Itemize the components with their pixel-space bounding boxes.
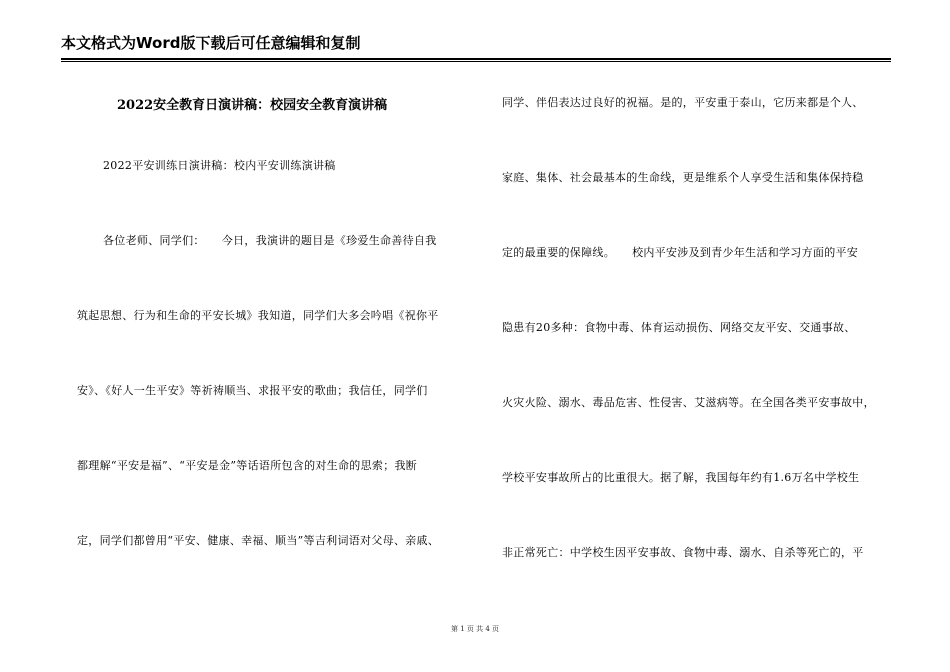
document-title: 2022安全教育日演讲稿：校园安全教育演讲稿 xyxy=(117,98,388,113)
header-rule-thin xyxy=(61,61,891,62)
right-line-6: 学校平安事故所占的比重很大。据了解，我国每年约有1.6万名中学校生 xyxy=(502,471,860,484)
left-line-4: 安》、《好人一生平安》等祈祷顺当、求报平安的歌曲；我信任，同学们 xyxy=(77,384,428,397)
left-line-3: 筑起思想、行为和生命的平安长城》我知道，同学们大多会吟唱《祝你平 xyxy=(77,309,439,322)
right-line-1: 同学、伴侣表达过良好的祝福。是的，平安重于泰山，它历来都是个人、 xyxy=(502,96,864,109)
right-line-2: 家庭、集体、社会最基本的生命线，更是维系个人享受生活和集体保持稳 xyxy=(502,171,864,184)
left-line-1: 2022平安训练日演讲稿：校内平安训练演讲稿 xyxy=(103,159,336,172)
page-number-footer: 第 1 页 共 4 页 xyxy=(450,625,500,633)
header-rule-thick xyxy=(61,58,891,60)
right-line-5: 火灾火险、溺水、毒品危害、性侵害、艾滋病等。在全国各类平安事故中， xyxy=(502,396,875,409)
document-banner: 本文格式为Word版下载后可任意编辑和复制 xyxy=(61,34,361,52)
left-line-5: 都理解“平安是福”、“平安是金”等话语所包含的对生命的思索；我断 xyxy=(77,459,418,472)
right-line-7: 非正常死亡：中学校生因平安事故、食物中毒、溺水、自杀等死亡的，平 xyxy=(502,546,864,559)
left-line-6: 定，同学们都曾用“平安、健康、幸福、顺当”等吉利词语对父母、亲戚、 xyxy=(77,534,440,547)
right-line-3: 定的最重要的保障线。 校内平安涉及到青少年生活和学习方面的平安 xyxy=(502,246,859,259)
right-line-4: 隐患有20多种：食物中毒、体育运动损伤、网络交友平安、交通事故、 xyxy=(502,321,856,334)
left-line-2: 各位老师、同学们： 今日，我演讲的题目是《珍爱生命善待自我 xyxy=(103,234,437,247)
